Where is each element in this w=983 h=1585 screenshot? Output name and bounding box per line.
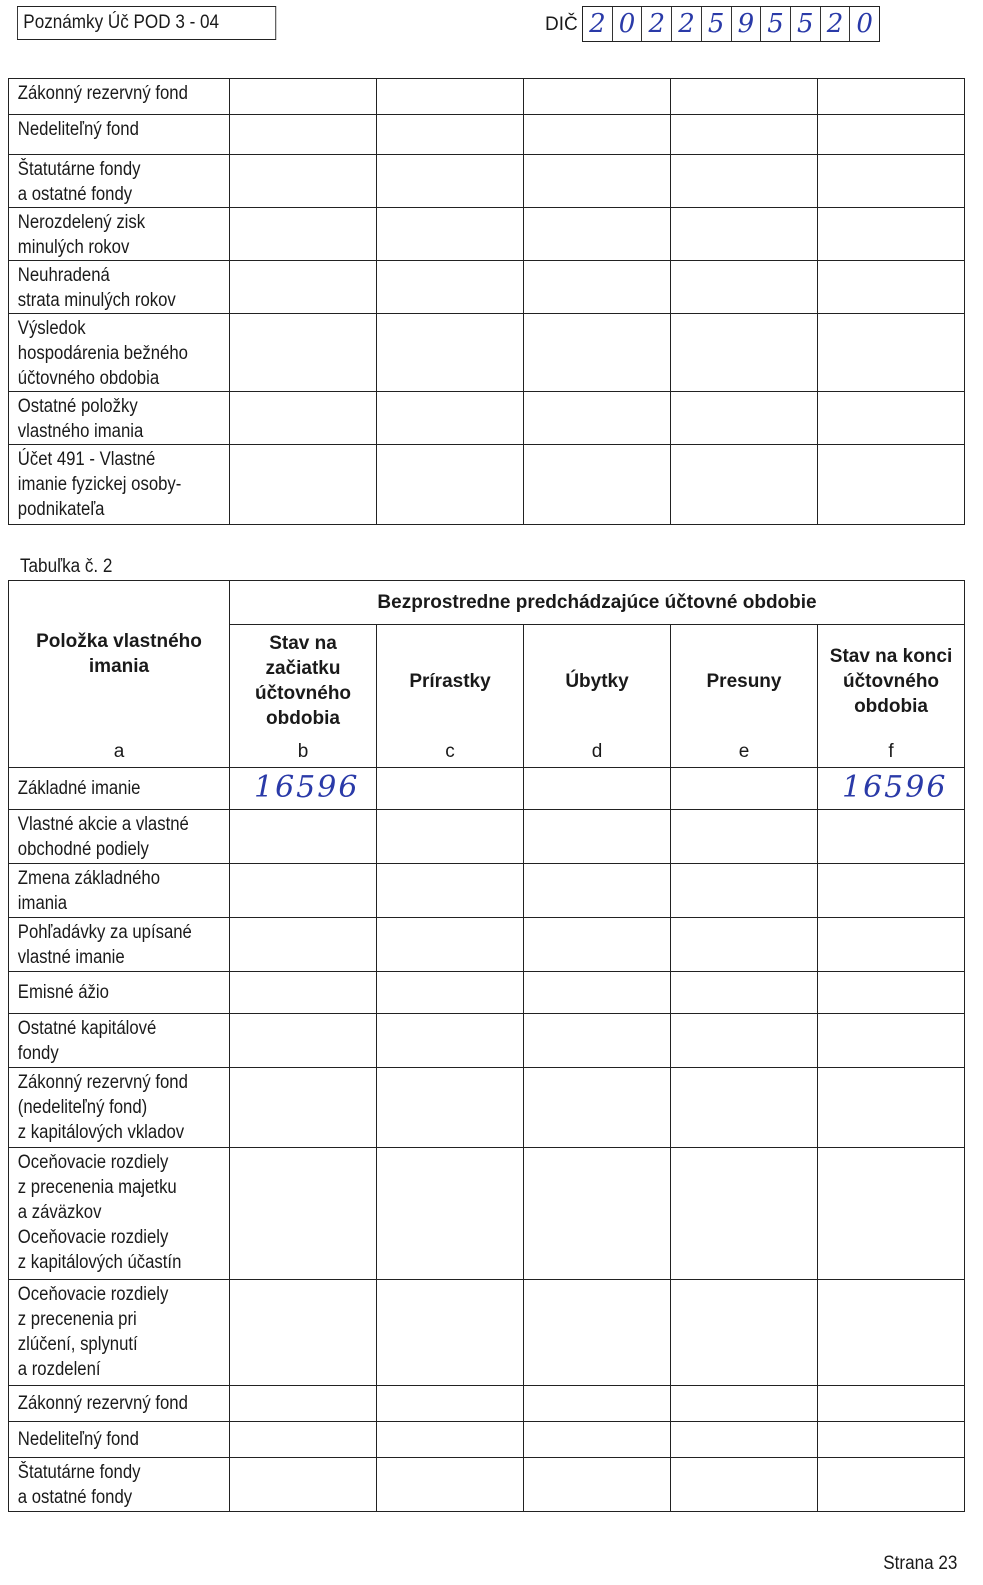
cell[interactable] xyxy=(818,1386,965,1422)
table-row xyxy=(9,768,965,810)
handwritten-value: 16596 xyxy=(842,770,948,805)
row-label: Ostatné kapitálové fondy xyxy=(9,1014,230,1068)
page-number: Strana 23 xyxy=(882,1553,957,1574)
dic-digit[interactable]: 5 xyxy=(761,7,791,41)
dic-digit[interactable]: 2 xyxy=(583,7,613,41)
cell[interactable] xyxy=(377,768,524,810)
table-row xyxy=(9,1422,965,1458)
dic-boxes[interactable] xyxy=(582,6,880,42)
cell[interactable] xyxy=(671,1458,818,1512)
cell[interactable] xyxy=(377,972,524,1014)
dic-digit[interactable]: 0 xyxy=(613,7,643,41)
cell[interactable] xyxy=(524,155,671,208)
cell[interactable] xyxy=(230,972,377,1014)
row-label: Štatutárne fondy a ostatné fondy xyxy=(9,155,230,208)
cell[interactable] xyxy=(377,1458,524,1512)
dic-digit[interactable]: 0 xyxy=(856,9,873,39)
cell[interactable] xyxy=(377,261,524,314)
table-row xyxy=(9,208,965,261)
dic-digit[interactable]: 2 xyxy=(672,7,702,41)
row-label: Štatutárne fondy a ostatné fondy xyxy=(9,1458,230,1512)
cell[interactable] xyxy=(671,155,818,208)
cell[interactable] xyxy=(377,392,524,445)
row-label: Nedeliteľný fond xyxy=(9,115,230,155)
cell[interactable] xyxy=(524,1422,671,1458)
cell[interactable] xyxy=(230,1068,377,1148)
item-header: Položka vlastného imania a xyxy=(9,581,230,768)
cell[interactable] xyxy=(671,1280,818,1386)
cell[interactable] xyxy=(230,1422,377,1458)
cell[interactable] xyxy=(671,810,818,864)
cell[interactable] xyxy=(230,918,377,972)
cell[interactable] xyxy=(230,864,377,918)
row-label: Nedeliteľný fond xyxy=(9,1422,230,1458)
cell[interactable] xyxy=(230,314,377,392)
cell[interactable] xyxy=(524,1014,671,1068)
cell[interactable] xyxy=(524,1148,671,1280)
cell[interactable] xyxy=(671,864,818,918)
table-row xyxy=(9,810,965,864)
cell[interactable] xyxy=(230,810,377,864)
cell[interactable] xyxy=(377,1280,524,1386)
column-header: Stav na konci účtovného obdobia f xyxy=(818,625,965,768)
cell[interactable] xyxy=(671,445,818,525)
cell[interactable] xyxy=(377,314,524,392)
cell[interactable] xyxy=(671,972,818,1014)
row-label: Ostatné položky vlastného imania xyxy=(9,392,230,445)
row-label: Emisné ážio xyxy=(9,972,230,1014)
cell[interactable] xyxy=(230,1148,377,1280)
cell[interactable] xyxy=(818,208,965,261)
cell[interactable] xyxy=(377,79,524,115)
cell[interactable] xyxy=(230,155,377,208)
cell[interactable] xyxy=(818,1458,965,1512)
column-header: Úbytky d xyxy=(524,625,671,768)
cell[interactable] xyxy=(671,1148,818,1280)
row-label: Výsledok hospodárenia bežného účtovného obdobia xyxy=(9,314,230,392)
period-group-header: Bezprostredne predchádzajúce účtovné obdobie xyxy=(230,581,965,625)
row-label: Neuhradená strata minulých rokov xyxy=(9,261,230,314)
cell[interactable] xyxy=(671,208,818,261)
table-row xyxy=(9,1386,965,1422)
cell[interactable] xyxy=(377,918,524,972)
cell[interactable] xyxy=(524,115,671,155)
cell[interactable] xyxy=(230,392,377,445)
row-label: Zákonný rezervný fond xyxy=(9,1386,230,1422)
dic-digit[interactable]: 9 xyxy=(732,7,762,41)
cell[interactable] xyxy=(671,79,818,115)
cell[interactable] xyxy=(524,810,671,864)
cell[interactable] xyxy=(671,768,818,810)
row-label: Vlastné akcie a vlastné obchodné podiely xyxy=(9,810,230,864)
cell[interactable] xyxy=(671,1386,818,1422)
cell[interactable] xyxy=(377,1386,524,1422)
column-header: Presuny e xyxy=(671,625,818,768)
table-row xyxy=(9,864,965,918)
dic-digit[interactable]: 2 xyxy=(642,7,672,41)
table-row xyxy=(9,1148,965,1280)
cell[interactable] xyxy=(377,810,524,864)
cell[interactable] xyxy=(671,1068,818,1148)
cell[interactable] xyxy=(524,1068,671,1148)
column-header: Stav na začiatku účtovného obdobia b xyxy=(230,625,377,768)
cell[interactable] xyxy=(377,115,524,155)
cell[interactable] xyxy=(671,261,818,314)
cell[interactable] xyxy=(818,445,965,525)
table-header-row xyxy=(9,581,965,625)
form-code-box: Poznámky Úč POD 3 - 04 xyxy=(17,6,276,40)
column-header: Prírastky c xyxy=(377,625,524,768)
cell[interactable] xyxy=(524,1280,671,1386)
table-row xyxy=(9,155,965,208)
cell[interactable] xyxy=(230,445,377,525)
cell[interactable] xyxy=(230,1458,377,1512)
table-row xyxy=(9,445,965,525)
cell[interactable] xyxy=(377,445,524,525)
table-row xyxy=(9,1458,965,1512)
dic-digit[interactable]: 5 xyxy=(791,7,821,41)
table-row xyxy=(9,1068,965,1148)
cell[interactable] xyxy=(524,208,671,261)
cell[interactable] xyxy=(377,1014,524,1068)
cell[interactable] xyxy=(524,864,671,918)
cell[interactable] xyxy=(524,445,671,525)
cell[interactable] xyxy=(230,1280,377,1386)
row-label: Zmena základného imania xyxy=(9,864,230,918)
table-row xyxy=(9,972,965,1014)
handwritten-value: 16596 xyxy=(254,770,360,805)
cell[interactable] xyxy=(671,115,818,155)
cell[interactable] xyxy=(524,314,671,392)
table-row xyxy=(9,314,965,392)
cell[interactable] xyxy=(671,392,818,445)
cell[interactable] xyxy=(818,1014,965,1068)
cell[interactable] xyxy=(230,1014,377,1068)
cell[interactable] xyxy=(524,1458,671,1512)
cell[interactable] xyxy=(377,864,524,918)
cell-b[interactable] xyxy=(230,768,377,810)
table-row xyxy=(9,79,965,115)
row-label: Pohľadávky za upísané vlastné imanie xyxy=(9,918,230,972)
equity-table-continued xyxy=(8,78,965,525)
cell[interactable] xyxy=(377,1148,524,1280)
cell[interactable] xyxy=(230,1386,377,1422)
cell[interactable] xyxy=(671,314,818,392)
cell[interactable] xyxy=(230,208,377,261)
cell[interactable] xyxy=(230,115,377,155)
table-row xyxy=(9,918,965,972)
cell[interactable] xyxy=(818,1148,965,1280)
cell[interactable] xyxy=(818,392,965,445)
row-label: Nerozdelený zisk minulých rokov xyxy=(9,208,230,261)
cell[interactable] xyxy=(524,261,671,314)
cell[interactable] xyxy=(671,1014,818,1068)
cell[interactable] xyxy=(818,314,965,392)
row-label: Základné imanie xyxy=(9,768,230,810)
cell[interactable] xyxy=(524,918,671,972)
dic-label: DIČ xyxy=(545,14,578,35)
cell[interactable] xyxy=(818,918,965,972)
table-row xyxy=(9,1280,965,1386)
cell[interactable] xyxy=(524,79,671,115)
table-row xyxy=(9,261,965,314)
cell[interactable] xyxy=(524,768,671,810)
dic-digit[interactable]: 2 xyxy=(821,7,851,41)
cell[interactable] xyxy=(818,972,965,1014)
cell[interactable] xyxy=(671,918,818,972)
cell[interactable] xyxy=(377,1422,524,1458)
cell[interactable] xyxy=(230,79,377,115)
table-row xyxy=(9,115,965,155)
cell[interactable] xyxy=(818,261,965,314)
cell[interactable] xyxy=(818,1422,965,1458)
cell[interactable] xyxy=(818,1068,965,1148)
cell[interactable] xyxy=(818,155,965,208)
dic-digit[interactable]: 5 xyxy=(702,7,732,41)
equity-table-2 xyxy=(8,580,965,1512)
table-caption: Tabuľka č. 2 xyxy=(20,556,113,577)
cell[interactable] xyxy=(524,972,671,1014)
table-row xyxy=(9,392,965,445)
cell[interactable] xyxy=(818,1280,965,1386)
cell-f[interactable] xyxy=(818,768,965,810)
cell[interactable] xyxy=(818,864,965,918)
cell[interactable] xyxy=(377,208,524,261)
cell[interactable] xyxy=(818,115,965,155)
table-row xyxy=(9,1014,965,1068)
row-label: Oceňovacie rozdiely z precenenia majetku a záväzkov Oceňovacie rozdiely z kapitálových účastín xyxy=(9,1148,230,1280)
cell[interactable] xyxy=(671,1422,818,1458)
cell[interactable] xyxy=(524,1386,671,1422)
row-label: Zákonný rezervný fond xyxy=(9,79,230,115)
cell[interactable] xyxy=(230,261,377,314)
row-label: Účet 491 - Vlastné imanie fyzickej osoby- podnikateľa xyxy=(9,445,230,525)
row-label: Zákonný rezervný fond (nedeliteľný fond) z kapitálových vkladov xyxy=(9,1068,230,1148)
cell[interactable] xyxy=(818,810,965,864)
cell[interactable] xyxy=(818,79,965,115)
cell[interactable] xyxy=(524,392,671,445)
cell[interactable] xyxy=(377,1068,524,1148)
cell[interactable] xyxy=(377,155,524,208)
row-label: Oceňovacie rozdiely z precenenia pri zlúčení, splynutí a rozdelení xyxy=(9,1280,230,1386)
